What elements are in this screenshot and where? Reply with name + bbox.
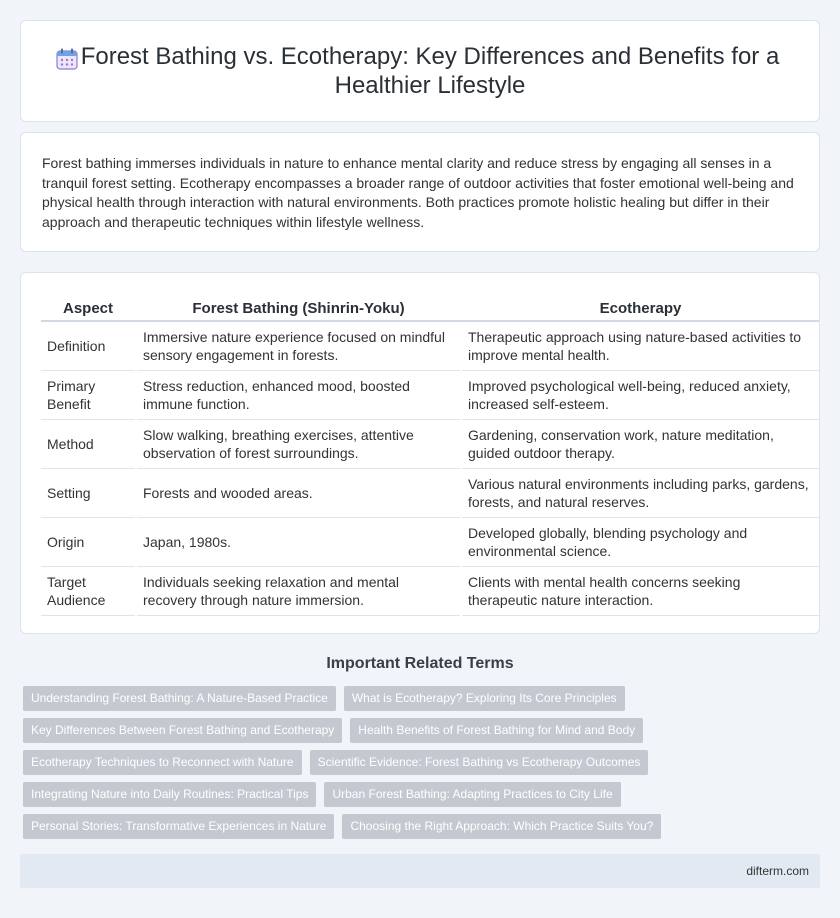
table-row	[41, 321, 819, 371]
table-cell: Immersive nature experience focused on mindful sensory engagement in forests.	[136, 321, 461, 371]
comparison-table	[41, 297, 819, 616]
table-cell: Slow walking, breathing exercises, attentive observation of forest surroundings.	[136, 420, 461, 469]
related-term-link[interactable]: Personal Stories: Transformative Experiences in Nature	[23, 814, 334, 839]
related-term-link[interactable]: What is Ecotherapy? Exploring Its Core Principles	[344, 686, 625, 711]
related-term-link[interactable]: Urban Forest Bathing: Adapting Practices to City Life	[324, 782, 620, 807]
table-row	[41, 518, 819, 567]
table-cell: Therapeutic approach using nature-based activities to improve mental health.	[461, 321, 819, 371]
related-term-link[interactable]: Key Differences Between Forest Bathing and Ecotherapy	[23, 718, 342, 743]
column-header-ecotherapy: Ecotherapy	[461, 297, 819, 321]
table-cell: Setting	[41, 469, 136, 518]
related-term-link[interactable]: Understanding Forest Bathing: A Nature-Based Practice	[23, 686, 336, 711]
table-cell: Clients with mental health concerns seeking therapeutic nature interaction.	[461, 567, 819, 616]
table-cell: Primary Benefit	[41, 371, 136, 420]
table-row	[41, 567, 819, 616]
related-term-link[interactable]: Integrating Nature into Daily Routines: Practical Tips	[23, 782, 316, 807]
table-cell: Target Audience	[41, 567, 136, 616]
table-cell: Various natural environments including parks, gardens, forests, and natural reserves.	[461, 469, 819, 518]
related-term-link[interactable]: Scientific Evidence: Forest Bathing vs Ecotherapy Outcomes	[310, 750, 649, 775]
table-cell: Forests and wooded areas.	[136, 469, 461, 518]
tag-row	[23, 686, 803, 718]
table-cell: Gardening, conservation work, nature meditation, guided outdoor therapy.	[461, 420, 819, 469]
header-card	[20, 20, 820, 122]
comparison-card	[20, 272, 820, 634]
tag-row	[23, 814, 803, 846]
intro-card	[20, 132, 820, 252]
related-term-link[interactable]: Choosing the Right Approach: Which Practice Suits You?	[342, 814, 661, 839]
table-cell: Definition	[41, 321, 136, 371]
table-row	[41, 371, 819, 420]
related-term-link[interactable]: Ecotherapy Techniques to Reconnect with Nature	[23, 750, 302, 775]
column-header-aspect: Aspect	[41, 297, 136, 321]
table-cell: Method	[41, 420, 136, 469]
table-cell: Individuals seeking relaxation and mental recovery through nature immersion.	[136, 567, 461, 616]
site-link[interactable]: difterm.com	[746, 864, 809, 878]
table-cell: Japan, 1980s.	[136, 518, 461, 567]
tag-row	[23, 718, 803, 750]
table-row	[41, 469, 819, 518]
page-title: Forest Bathing vs. Ecotherapy: Key Differences and Benefits for a Healthier Lifestyle	[80, 43, 780, 99]
table-row	[41, 420, 819, 469]
column-header-forest-bathing: Forest Bathing (Shinrin-Yoku)	[136, 297, 461, 321]
footer	[20, 854, 820, 888]
tag-row	[23, 782, 803, 814]
related-terms-list	[23, 686, 803, 846]
title-wrap	[61, 21, 799, 121]
tag-row	[23, 750, 803, 782]
table-header-row	[41, 297, 819, 321]
table-cell: Developed globally, blending psychology and environmental science.	[461, 518, 819, 567]
table-cell: Improved psychological well-being, reduced anxiety, increased self-esteem.	[461, 371, 819, 420]
related-term-link[interactable]: Health Benefits of Forest Bathing for Mind and Body	[350, 718, 643, 743]
intro-paragraph: Forest bathing immerses individuals in nature to enhance mental clarity and reduce stress by engaging all senses in a tranquil forest setting. Ecotherapy encompasses a broader range of outdoor activities that foster emotional well-being and physical health through interaction with natural environments. Both practices promote holistic healing but differ in their approach and therapeutic techniques within lifestyle wellness.	[42, 155, 794, 230]
table-cell: Origin	[41, 518, 136, 567]
table-cell: Stress reduction, enhanced mood, boosted immune function.	[136, 371, 461, 420]
related-terms-heading: Important Related Terms	[326, 655, 514, 672]
